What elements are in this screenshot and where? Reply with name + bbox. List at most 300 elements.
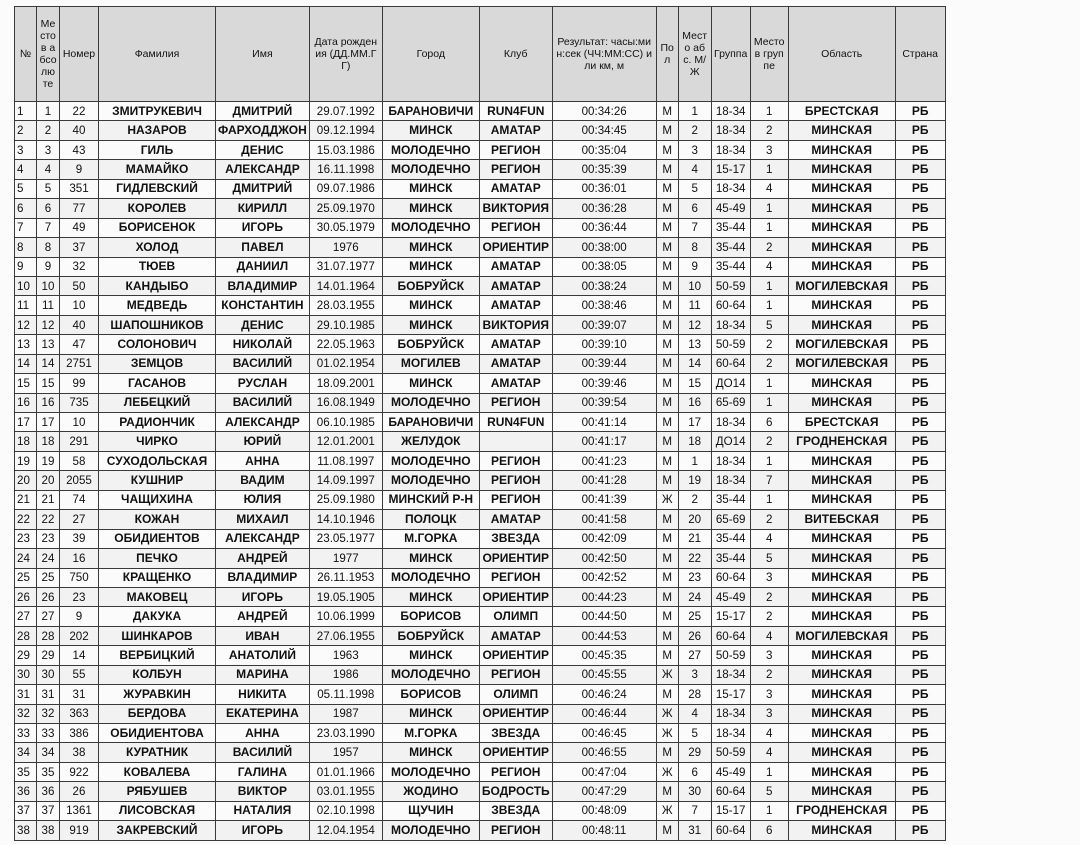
cell-club: РЕГИОН xyxy=(479,218,552,237)
cell-city: М.ГОРКА xyxy=(382,724,479,743)
cell-birth-date: 31.07.1977 xyxy=(309,257,382,276)
cell-group-place: 1 xyxy=(750,490,788,509)
cell-club: РЕГИОН xyxy=(479,821,552,840)
cell-sex-place: 5 xyxy=(678,179,711,198)
cell-bib: 750 xyxy=(60,568,99,587)
cell-country: РБ xyxy=(895,490,945,509)
cell-first-name: ВАСИЛИЙ xyxy=(216,743,310,762)
cell-city: ЩУЧИН xyxy=(382,801,479,820)
cell-region: МИНСКАЯ xyxy=(788,257,895,276)
cell-sex-place: 18 xyxy=(678,432,711,451)
cell-surname: СУХОДОЛЬСКАЯ xyxy=(99,451,216,470)
cell-club: РЕГИОН xyxy=(479,160,552,179)
cell-first-name: КИРИЛЛ xyxy=(216,199,310,218)
table-row xyxy=(15,393,946,412)
cell-sex: М xyxy=(656,529,678,548)
cell-result: 00:41:28 xyxy=(552,471,656,490)
cell-country: РБ xyxy=(895,510,945,529)
cell-birth-date: 06.10.1985 xyxy=(309,413,382,432)
results-table xyxy=(14,6,946,841)
cell-number: 14 xyxy=(15,354,37,373)
cell-group-place: 1 xyxy=(750,218,788,237)
cell-country: РБ xyxy=(895,393,945,412)
cell-group: ДО14 xyxy=(711,432,750,451)
header-col-group: Группа xyxy=(711,7,750,102)
cell-country: РБ xyxy=(895,743,945,762)
cell-city: БОРИСОВ xyxy=(382,607,479,626)
cell-group: 18-34 xyxy=(711,102,750,121)
cell-city: МИНСК xyxy=(382,743,479,762)
cell-birth-date: 10.06.1999 xyxy=(309,607,382,626)
cell-number: 24 xyxy=(15,549,37,568)
cell-group: 15-17 xyxy=(711,801,750,820)
cell-overall-place: 31 xyxy=(37,685,60,704)
header-col-bib: Номер xyxy=(60,7,99,102)
cell-birth-date: 1963 xyxy=(309,646,382,665)
cell-city: БОРИСОВ xyxy=(382,685,479,704)
cell-birth-date: 25.09.1980 xyxy=(309,490,382,509)
cell-region: БРЕСТСКАЯ xyxy=(788,102,895,121)
cell-surname: ЗАКРЕВСКИЙ xyxy=(99,821,216,840)
cell-group-place: 2 xyxy=(750,587,788,606)
cell-first-name: ДЕНИС xyxy=(216,315,310,334)
header-row xyxy=(15,7,946,102)
cell-group: 18-34 xyxy=(711,413,750,432)
header-col-surname: Фамилия xyxy=(99,7,216,102)
cell-result: 00:34:26 xyxy=(552,102,656,121)
cell-group: 18-34 xyxy=(711,724,750,743)
cell-overall-place: 2 xyxy=(37,121,60,140)
cell-result: 00:48:09 xyxy=(552,801,656,820)
cell-sex: М xyxy=(656,199,678,218)
cell-sex: М xyxy=(656,471,678,490)
cell-bib: 99 xyxy=(60,374,99,393)
cell-result: 00:39:44 xyxy=(552,354,656,373)
cell-overall-place: 29 xyxy=(37,646,60,665)
cell-region: МИНСКАЯ xyxy=(788,140,895,159)
header-col-sex-place: Место абс. М/Ж xyxy=(678,7,711,102)
cell-birth-date: 28.03.1955 xyxy=(309,296,382,315)
cell-result: 00:48:11 xyxy=(552,821,656,840)
cell-overall-place: 6 xyxy=(37,199,60,218)
header-col-sex: Пол xyxy=(656,7,678,102)
cell-group-place: 5 xyxy=(750,549,788,568)
cell-bib: 735 xyxy=(60,393,99,412)
header-col-number: № xyxy=(15,7,37,102)
cell-group: 60-64 xyxy=(711,354,750,373)
cell-birth-date: 1957 xyxy=(309,743,382,762)
cell-group: 45-49 xyxy=(711,587,750,606)
cell-surname: ПЕЧКО xyxy=(99,549,216,568)
cell-group: 18-34 xyxy=(711,704,750,723)
cell-sex-place: 3 xyxy=(678,140,711,159)
cell-group-place: 7 xyxy=(750,471,788,490)
cell-club: РЕГИОН xyxy=(479,451,552,470)
cell-bib: 2055 xyxy=(60,471,99,490)
cell-group: 60-64 xyxy=(711,296,750,315)
cell-result: 00:34:45 xyxy=(552,121,656,140)
cell-first-name: НИКИТА xyxy=(216,685,310,704)
cell-overall-place: 23 xyxy=(37,529,60,548)
cell-group: 35-44 xyxy=(711,257,750,276)
cell-city: МОЛОДЕЧНО xyxy=(382,218,479,237)
cell-country: РБ xyxy=(895,665,945,684)
cell-surname: ЗМИТРУКЕВИЧ xyxy=(99,102,216,121)
cell-sex: Ж xyxy=(656,490,678,509)
cell-club: РЕГИОН xyxy=(479,762,552,781)
cell-sex: М xyxy=(656,510,678,529)
cell-region: МИНСКАЯ xyxy=(788,199,895,218)
table-row xyxy=(15,335,946,354)
cell-overall-place: 8 xyxy=(37,238,60,257)
cell-region: ГРОДНЕНСКАЯ xyxy=(788,801,895,820)
header-col-overall-place: Место в абсолюте xyxy=(37,7,60,102)
cell-club: ОРИЕНТИР xyxy=(479,587,552,606)
cell-group: 45-49 xyxy=(711,199,750,218)
cell-surname: МЕДВЕДЬ xyxy=(99,296,216,315)
cell-region: МОГИЛЕВСКАЯ xyxy=(788,354,895,373)
cell-sex-place: 6 xyxy=(678,199,711,218)
cell-sex-place: 5 xyxy=(678,724,711,743)
cell-surname: ЧАЩИХИНА xyxy=(99,490,216,509)
cell-bib: 16 xyxy=(60,549,99,568)
cell-surname: БЕРДОВА xyxy=(99,704,216,723)
cell-first-name: ИВАН xyxy=(216,626,310,645)
header-col-club: Клуб xyxy=(479,7,552,102)
cell-sex: М xyxy=(656,238,678,257)
cell-overall-place: 17 xyxy=(37,413,60,432)
cell-city: МИНСК xyxy=(382,587,479,606)
cell-sex: Ж xyxy=(656,704,678,723)
cell-region: МИНСКАЯ xyxy=(788,743,895,762)
cell-country: РБ xyxy=(895,354,945,373)
cell-group-place: 1 xyxy=(750,451,788,470)
cell-sex-place: 3 xyxy=(678,665,711,684)
table-row xyxy=(15,762,946,781)
cell-number: 16 xyxy=(15,393,37,412)
cell-birth-date: 23.03.1990 xyxy=(309,724,382,743)
cell-country: РБ xyxy=(895,121,945,140)
cell-group: 35-44 xyxy=(711,529,750,548)
cell-country: РБ xyxy=(895,626,945,645)
table-row xyxy=(15,276,946,295)
table-row xyxy=(15,199,946,218)
cell-overall-place: 37 xyxy=(37,801,60,820)
cell-overall-place: 28 xyxy=(37,626,60,645)
cell-city: МОЛОДЕЧНО xyxy=(382,762,479,781)
cell-birth-date: 09.07.1986 xyxy=(309,179,382,198)
cell-first-name: ВЛАДИМИР xyxy=(216,568,310,587)
cell-group: 15-17 xyxy=(711,160,750,179)
cell-overall-place: 20 xyxy=(37,471,60,490)
cell-city: МИНСК xyxy=(382,199,479,218)
cell-result: 00:38:00 xyxy=(552,238,656,257)
cell-city: БАРАНОВИЧИ xyxy=(382,102,479,121)
cell-surname: ЖУРАВКИН xyxy=(99,685,216,704)
cell-city: БОБРУЙСК xyxy=(382,626,479,645)
cell-surname: РАДИОНЧИК xyxy=(99,413,216,432)
cell-country: РБ xyxy=(895,102,945,121)
cell-result: 00:47:04 xyxy=(552,762,656,781)
cell-birth-date: 02.10.1998 xyxy=(309,801,382,820)
cell-city: МОЛОДЕЧНО xyxy=(382,140,479,159)
cell-sex: М xyxy=(656,626,678,645)
cell-group: 60-64 xyxy=(711,782,750,801)
cell-sex: М xyxy=(656,393,678,412)
cell-sex-place: 23 xyxy=(678,568,711,587)
table-row xyxy=(15,490,946,509)
cell-city: МОЛОДЕЧНО xyxy=(382,471,479,490)
cell-overall-place: 30 xyxy=(37,665,60,684)
cell-sex-place: 2 xyxy=(678,121,711,140)
cell-sex-place: 7 xyxy=(678,801,711,820)
cell-sex-place: 4 xyxy=(678,160,711,179)
table-row xyxy=(15,665,946,684)
cell-number: 3 xyxy=(15,140,37,159)
cell-result: 00:38:05 xyxy=(552,257,656,276)
cell-region: МИНСКАЯ xyxy=(788,762,895,781)
cell-first-name: ИГОРЬ xyxy=(216,821,310,840)
cell-result: 00:36:44 xyxy=(552,218,656,237)
cell-surname: ЛЕБЕЦКИЙ xyxy=(99,393,216,412)
cell-group-place: 3 xyxy=(750,140,788,159)
cell-region: МИНСКАЯ xyxy=(788,704,895,723)
cell-group: 18-34 xyxy=(711,665,750,684)
cell-country: РБ xyxy=(895,568,945,587)
cell-country: РБ xyxy=(895,432,945,451)
cell-region: МИНСКАЯ xyxy=(788,549,895,568)
cell-surname: СОЛОНОВИЧ xyxy=(99,335,216,354)
cell-region: МИНСКАЯ xyxy=(788,529,895,548)
cell-sex-place: 28 xyxy=(678,685,711,704)
cell-surname: КУШНИР xyxy=(99,471,216,490)
cell-sex-place: 13 xyxy=(678,335,711,354)
cell-sex-place: 27 xyxy=(678,646,711,665)
cell-region: МИНСКАЯ xyxy=(788,296,895,315)
cell-club: ОЛИМП xyxy=(479,607,552,626)
cell-number: 13 xyxy=(15,335,37,354)
cell-number: 26 xyxy=(15,587,37,606)
cell-first-name: ВЛАДИМИР xyxy=(216,276,310,295)
cell-bib: 1361 xyxy=(60,801,99,820)
cell-bib: 40 xyxy=(60,315,99,334)
cell-group: 60-64 xyxy=(711,568,750,587)
cell-surname: ЛИСОВСКАЯ xyxy=(99,801,216,820)
cell-bib: 363 xyxy=(60,704,99,723)
cell-region: МИНСКАЯ xyxy=(788,782,895,801)
cell-number: 5 xyxy=(15,179,37,198)
cell-birth-date: 12.01.2001 xyxy=(309,432,382,451)
cell-sex-place: 25 xyxy=(678,607,711,626)
table-row xyxy=(15,549,946,568)
cell-overall-place: 7 xyxy=(37,218,60,237)
table-row xyxy=(15,121,946,140)
cell-sex-place: 19 xyxy=(678,471,711,490)
cell-overall-place: 24 xyxy=(37,549,60,568)
cell-city: БАРАНОВИЧИ xyxy=(382,413,479,432)
cell-region: МИНСКАЯ xyxy=(788,568,895,587)
cell-country: РБ xyxy=(895,685,945,704)
cell-club: БОДРОСТЬ xyxy=(479,782,552,801)
cell-birth-date: 12.04.1954 xyxy=(309,821,382,840)
cell-result: 00:41:23 xyxy=(552,451,656,470)
cell-city: МИНСК xyxy=(382,296,479,315)
cell-club: РЕГИОН xyxy=(479,393,552,412)
cell-sex: Ж xyxy=(656,762,678,781)
cell-country: РБ xyxy=(895,801,945,820)
cell-sex-place: 4 xyxy=(678,704,711,723)
cell-result: 00:36:01 xyxy=(552,179,656,198)
cell-surname: КРАЩЕНКО xyxy=(99,568,216,587)
cell-bib: 9 xyxy=(60,607,99,626)
cell-city: ПОЛОЦК xyxy=(382,510,479,529)
cell-sex-place: 16 xyxy=(678,393,711,412)
cell-club: ЗВЕЗДА xyxy=(479,801,552,820)
cell-birth-date: 19.05.1905 xyxy=(309,587,382,606)
cell-sex-place: 10 xyxy=(678,276,711,295)
table-row xyxy=(15,432,946,451)
cell-club: АМАТАР xyxy=(479,257,552,276)
cell-club xyxy=(479,432,552,451)
cell-bib: 9 xyxy=(60,160,99,179)
cell-city: МИНСК xyxy=(382,549,479,568)
cell-group: 50-59 xyxy=(711,743,750,762)
cell-club: РЕГИОН xyxy=(479,471,552,490)
cell-group-place: 5 xyxy=(750,782,788,801)
cell-region: МИНСКАЯ xyxy=(788,724,895,743)
cell-number: 32 xyxy=(15,704,37,723)
cell-surname: МАМАЙКО xyxy=(99,160,216,179)
cell-overall-place: 9 xyxy=(37,257,60,276)
cell-first-name: ИГОРЬ xyxy=(216,587,310,606)
cell-city: МИНСК xyxy=(382,646,479,665)
cell-number: 10 xyxy=(15,276,37,295)
cell-result: 00:41:14 xyxy=(552,413,656,432)
cell-sex: М xyxy=(656,296,678,315)
cell-first-name: РУСЛАН xyxy=(216,374,310,393)
cell-sex-place: 1 xyxy=(678,451,711,470)
cell-birth-date: 23.05.1977 xyxy=(309,529,382,548)
cell-number: 18 xyxy=(15,432,37,451)
cell-overall-place: 27 xyxy=(37,607,60,626)
cell-sex-place: 22 xyxy=(678,549,711,568)
cell-first-name: АНДРЕЙ xyxy=(216,607,310,626)
cell-result: 00:45:55 xyxy=(552,665,656,684)
cell-bib: 10 xyxy=(60,413,99,432)
cell-club: АМАТАР xyxy=(479,626,552,645)
cell-overall-place: 5 xyxy=(37,179,60,198)
cell-group-place: 1 xyxy=(750,801,788,820)
cell-group: 45-49 xyxy=(711,762,750,781)
cell-group: 15-17 xyxy=(711,607,750,626)
table-row xyxy=(15,257,946,276)
cell-sex: М xyxy=(656,315,678,334)
cell-group-place: 1 xyxy=(750,276,788,295)
cell-city: МИНСК xyxy=(382,315,479,334)
cell-number: 35 xyxy=(15,762,37,781)
cell-surname: ШАПОШНИКОВ xyxy=(99,315,216,334)
cell-number: 20 xyxy=(15,471,37,490)
cell-sex: М xyxy=(656,782,678,801)
cell-first-name: АНАТОЛИЙ xyxy=(216,646,310,665)
cell-club: RUN4FUN xyxy=(479,102,552,121)
cell-overall-place: 26 xyxy=(37,587,60,606)
cell-group-place: 4 xyxy=(750,529,788,548)
cell-result: 00:47:29 xyxy=(552,782,656,801)
cell-club: АМАТАР xyxy=(479,510,552,529)
cell-overall-place: 21 xyxy=(37,490,60,509)
cell-surname: НАЗАРОВ xyxy=(99,121,216,140)
cell-bib: 43 xyxy=(60,140,99,159)
cell-number: 17 xyxy=(15,413,37,432)
cell-club: ВИКТОРИЯ xyxy=(479,315,552,334)
cell-bib: 58 xyxy=(60,451,99,470)
cell-sex: М xyxy=(656,451,678,470)
cell-club: АМАТАР xyxy=(479,335,552,354)
header-col-country: Страна xyxy=(895,7,945,102)
cell-overall-place: 19 xyxy=(37,451,60,470)
cell-number: 37 xyxy=(15,801,37,820)
cell-bib: 32 xyxy=(60,257,99,276)
cell-country: РБ xyxy=(895,315,945,334)
cell-number: 2 xyxy=(15,121,37,140)
cell-region: МИНСКАЯ xyxy=(788,607,895,626)
cell-city: МИНСКИЙ Р-Н xyxy=(382,490,479,509)
cell-club: ОРИЕНТИР xyxy=(479,549,552,568)
cell-sex: М xyxy=(656,568,678,587)
cell-country: РБ xyxy=(895,646,945,665)
cell-first-name: МИХАИЛ xyxy=(216,510,310,529)
cell-group: 18-34 xyxy=(711,451,750,470)
cell-country: РБ xyxy=(895,257,945,276)
cell-country: РБ xyxy=(895,238,945,257)
cell-bib: 31 xyxy=(60,685,99,704)
cell-surname: ВЕРБИЦКИЙ xyxy=(99,646,216,665)
cell-first-name: НАТАЛИЯ xyxy=(216,801,310,820)
cell-sex: М xyxy=(656,549,678,568)
cell-club: RUN4FUN xyxy=(479,413,552,432)
cell-country: РБ xyxy=(895,529,945,548)
cell-group: 60-64 xyxy=(711,626,750,645)
cell-number: 12 xyxy=(15,315,37,334)
cell-club: ОЛИМП xyxy=(479,685,552,704)
cell-result: 00:39:10 xyxy=(552,335,656,354)
cell-bib: 351 xyxy=(60,179,99,198)
cell-surname: КОРОЛЕВ xyxy=(99,199,216,218)
cell-group-place: 1 xyxy=(750,393,788,412)
cell-first-name: ВАСИЛИЙ xyxy=(216,393,310,412)
cell-bib: 22 xyxy=(60,102,99,121)
cell-sex: М xyxy=(656,218,678,237)
cell-city: ЖЕЛУДОК xyxy=(382,432,479,451)
cell-birth-date: 05.11.1998 xyxy=(309,685,382,704)
cell-group: 18-34 xyxy=(711,121,750,140)
cell-group-place: 1 xyxy=(750,199,788,218)
cell-group-place: 4 xyxy=(750,179,788,198)
cell-group-place: 1 xyxy=(750,762,788,781)
cell-number: 25 xyxy=(15,568,37,587)
cell-city: МИНСК xyxy=(382,257,479,276)
table-row xyxy=(15,413,946,432)
cell-region: МОГИЛЕВСКАЯ xyxy=(788,276,895,295)
cell-group: 18-34 xyxy=(711,179,750,198)
cell-number: 7 xyxy=(15,218,37,237)
cell-city: МИНСК xyxy=(382,179,479,198)
cell-birth-date: 25.09.1970 xyxy=(309,199,382,218)
cell-region: МИНСКАЯ xyxy=(788,160,895,179)
cell-region: МИНСКАЯ xyxy=(788,646,895,665)
cell-overall-place: 18 xyxy=(37,432,60,451)
